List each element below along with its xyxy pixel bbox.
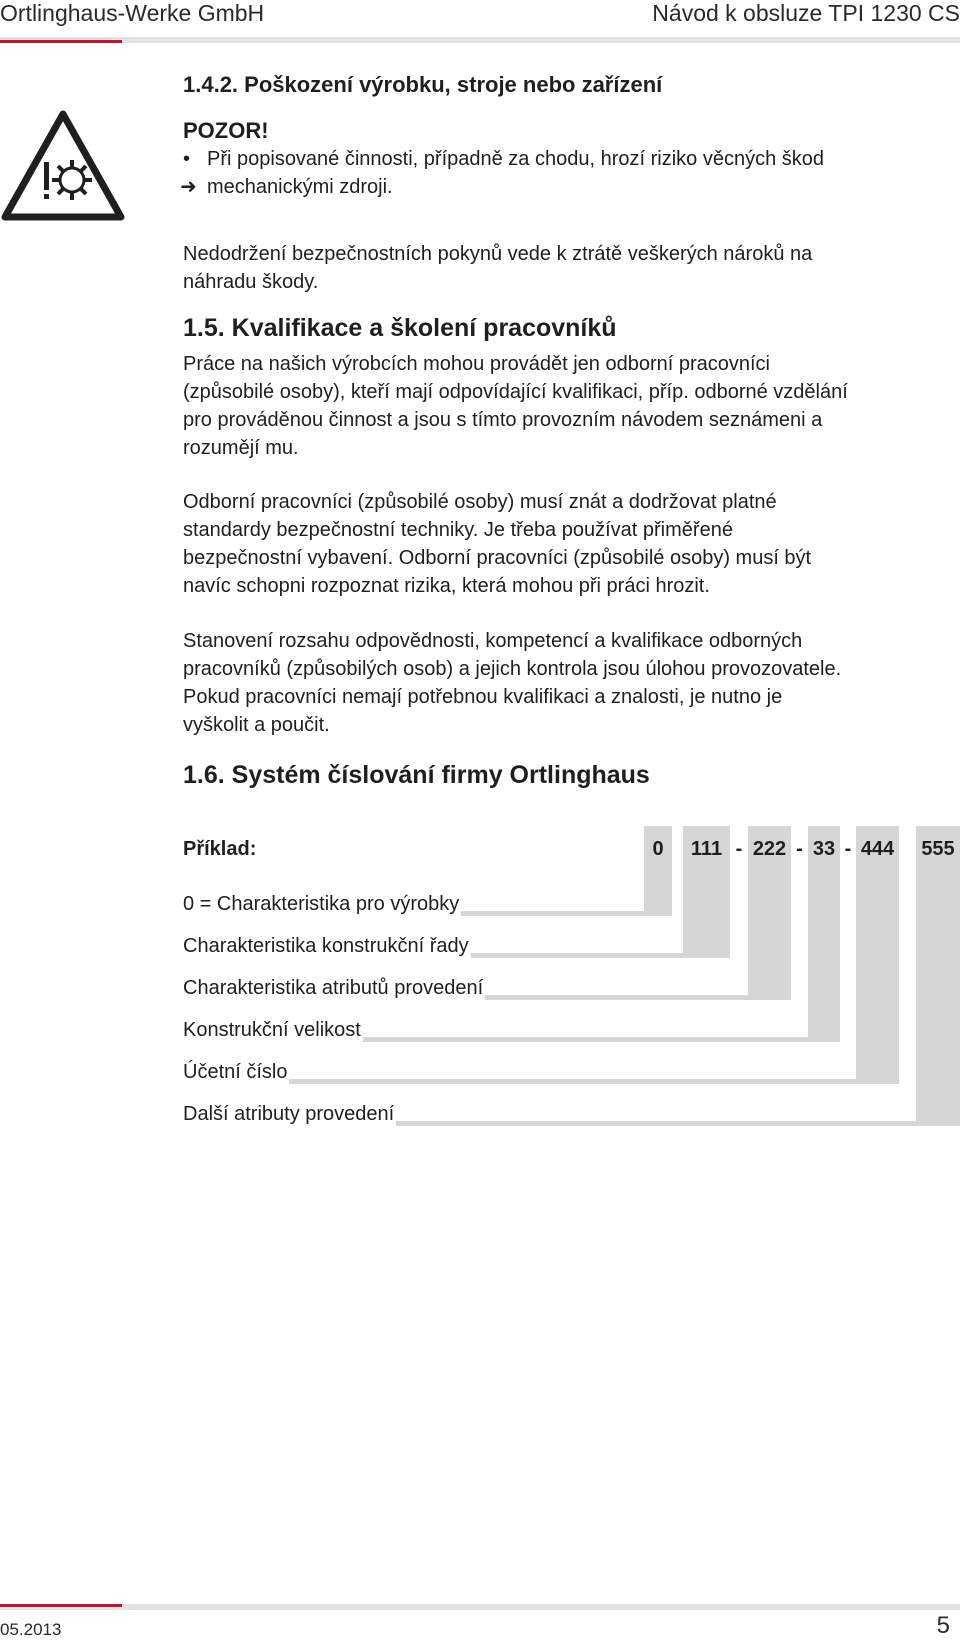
code-part-33: 33 [812,838,836,860]
footer-accent-rule [0,1604,122,1607]
para3-line: vyškolit a poučit. [183,714,330,736]
code-bar-555 [916,826,960,1126]
warning-gear-icon [0,110,126,224]
code-separator: - [735,838,743,860]
footer-rule [0,1604,960,1610]
para1-line: Práce na našich výrobcích mohou provádět jen odborní pracovníci [183,353,771,375]
code-part-222: 222 [752,838,787,860]
bullet-marker: • [183,148,191,170]
code-row-label: Konstrukční velikost [183,1019,361,1041]
section-1-6-heading: 1.6. Systém číslování firmy Ortlinghaus [183,761,650,789]
code-part-444: 444 [860,838,895,860]
code-separator: - [796,838,803,860]
code-bar-444 [856,826,899,1084]
code-row-label: 0 = Charakteristika pro výrobky [183,893,460,915]
code-part-555: 555 [921,838,955,860]
para2-line: bezpečnostní vybavení. Odborní pracovníci (způsobilé osoby) musí být [183,547,812,569]
page-number: 5 [936,1612,950,1639]
para2-line: Odborní pracovníci (způsobilé osoby) musí znát a dodržovat platné [183,491,777,513]
code-row-label: Účetní číslo [183,1061,288,1083]
para2-line: navíc schopni rozpoznat rizika, která mohou při práci hrozit. [183,575,710,597]
para1-line: rozumějí mu. [183,437,299,459]
para3-line: Pokud pracovníci nemají potřebnou kvalifikaci a znalosti, je nutno je [183,686,783,708]
header-accent-rule [0,40,122,43]
code-row-label: Charakteristika konstrukční řady [183,935,469,957]
code-row-label: Další atributy provedení [183,1103,395,1125]
para1-line: pro prováděnou činnost a jsou s tímto provozním návodem seznámeni a [183,409,823,431]
warning-bullet-text: Při popisované činnosti, případně za chodu, hrozí riziko věcných škod [207,148,825,170]
example-label: Příklad: [183,838,257,860]
para1-line: (způsobilé osoby), kteří mají odpovídající kvalifikaci, příp. odborné vzdělání [183,381,848,403]
warning-arrow-text: mechanickými zdroji. [207,176,393,198]
code-part-0: 0 [652,838,664,860]
para2-line: standardy bezpečnostní techniky. Je třeba používat přiměřené [183,519,733,541]
para3-line: Stanovení rozsahu odpovědnosti, kompetencí a kvalifikace odborných [183,630,803,652]
warning-note-line: náhradu škody. [183,271,319,293]
para3-line: pracovníků (způsobilých osob) a jejich kontrola jsou úlohou provozovatele. [183,658,842,680]
section-1-4-2-heading: 1.4.2. Poškození výrobku, stroje nebo zařízení [183,72,663,97]
caution-label: POZOR! [183,118,269,143]
header-doc-title: Návod k obsluze TPI 1230 CS [652,0,960,26]
code-part-111: 111 [690,838,723,860]
warning-note-line: Nedodržení bezpečnostních pokynů vede k ztrátě veškerých nároků na [183,243,813,265]
row-bar-4 [183,1079,899,1084]
code-separator: - [844,838,852,860]
footer-date: 05.2013 [0,1620,62,1639]
arrow-icon: ➜ [180,176,197,198]
header-rule [0,37,960,43]
code-row-label: Charakteristika atributů provedení [183,977,484,999]
section-1-5-heading: 1.5. Kvalifikace a školení pracovníků [183,314,617,342]
header-company: Ortlinghaus-Werke GmbH [0,0,265,26]
